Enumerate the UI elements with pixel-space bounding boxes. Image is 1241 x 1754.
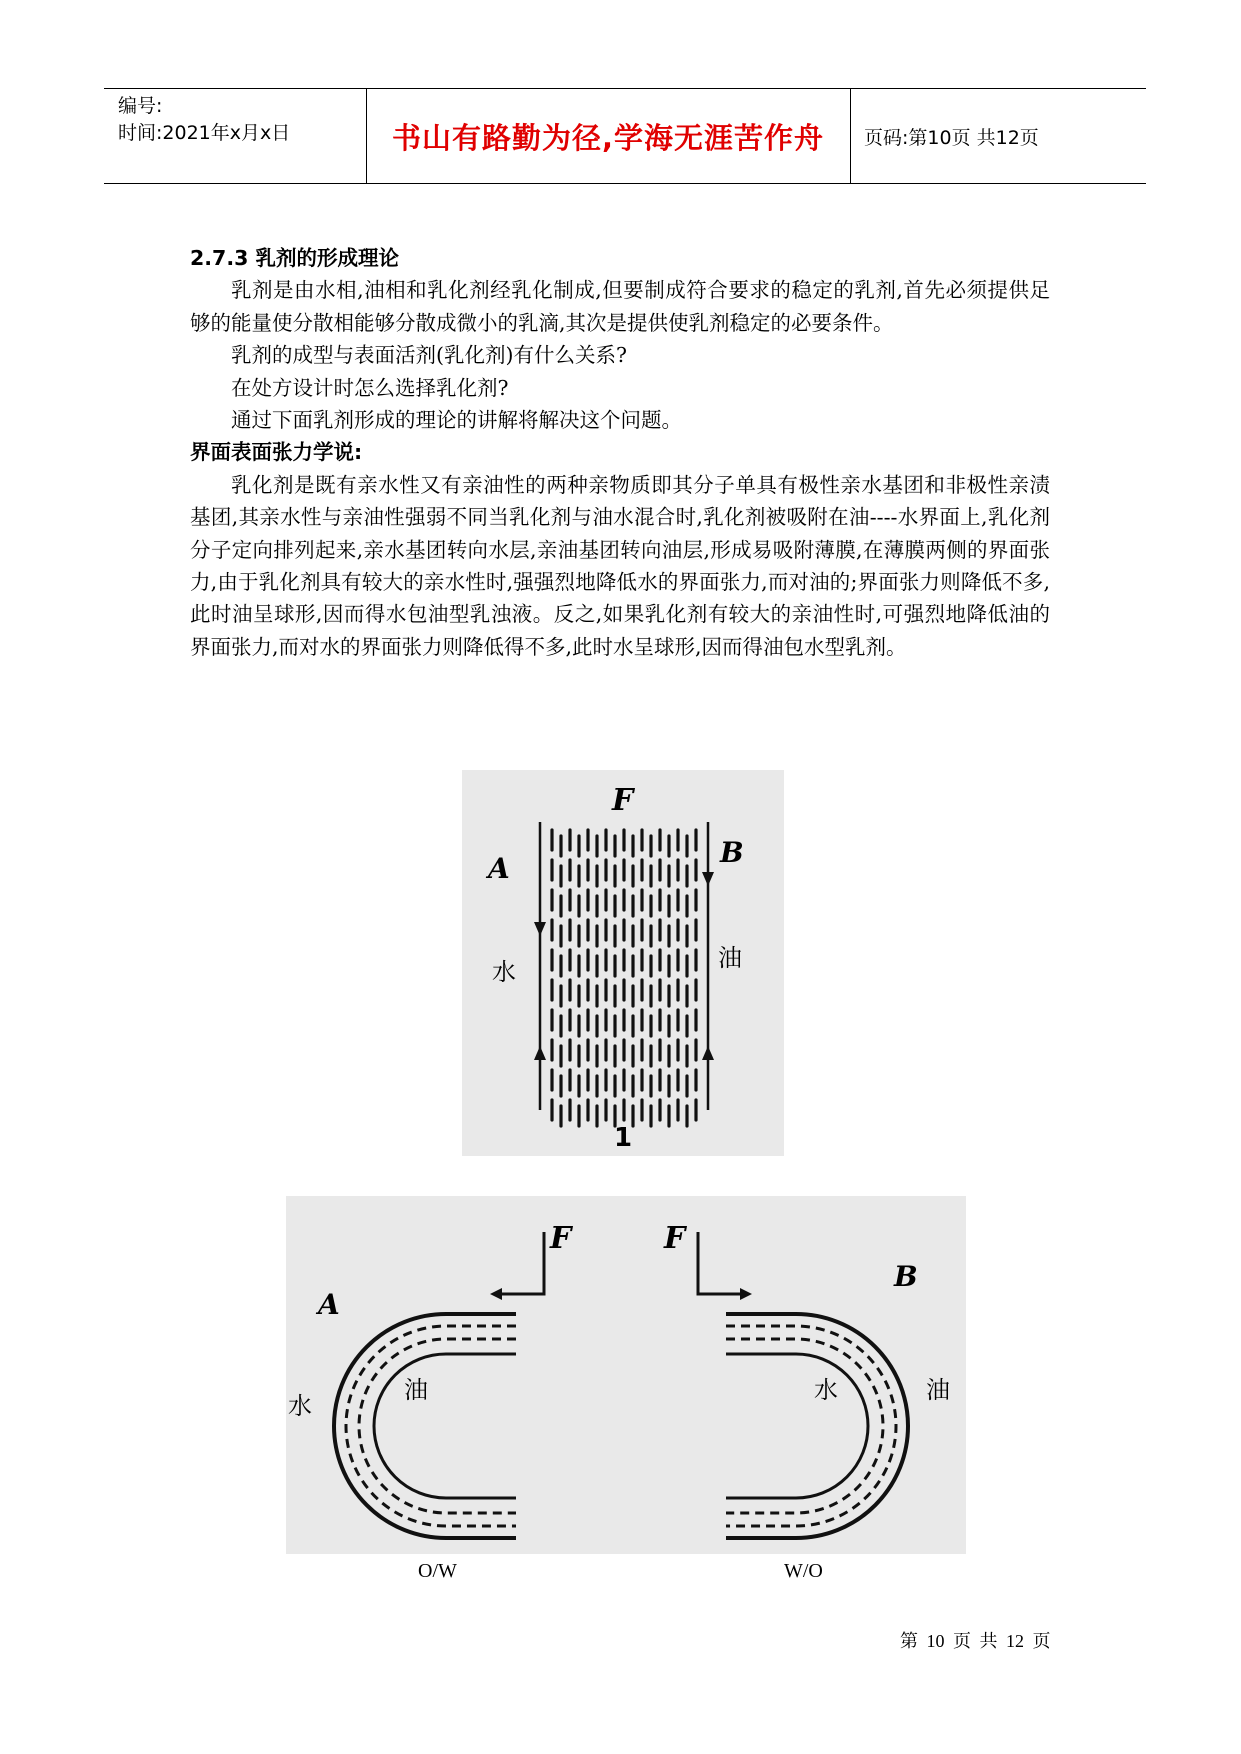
paragraph: 乳剂的成型与表面活剂(乳化剂)有什么关系? bbox=[231, 343, 627, 368]
arrow-up-icon bbox=[702, 1046, 714, 1060]
point-b-label: B bbox=[720, 836, 744, 869]
header-motto: 书山有路勤为径,学海无涯苦作舟 bbox=[391, 120, 825, 155]
arrow-right-icon bbox=[740, 1288, 752, 1300]
number-label: 编号: bbox=[118, 95, 163, 117]
force-label-right: F bbox=[664, 1221, 686, 1256]
point-b-label: B bbox=[894, 1260, 918, 1293]
time-label: 时间:2021年x月x日 bbox=[118, 122, 291, 144]
theory-paragraph: 乳化剂是既有亲水性又有亲油性的两种亲物质即其分子单具有极性亲水基团和非极性亲渍基团,其亲水性与亲油性强弱不同当乳化剂与油水混合时,乳化剂被吸附在油----水界面上,乳化剂分子定向排列起来,亲水基团转向水层,亲油基团转向油层,形成易吸附薄膜,在薄膜两侧的界面张力,由于乳化剂具有较大的亲水性时,强强烈地降低水的界面张力,而对油的;界面张力则降低不多,此时油呈球形,因而得水包油型乳浊液。反之,如果乳化剂有较大的亲油性时,可强烈地降低油的界面张力,而对水的界面张力则降低得不多,此时水呈球形,因而得油包水型乳剂。 bbox=[190, 472, 1050, 659]
ow-inner-boundary bbox=[374, 1354, 516, 1498]
arrow-down-icon bbox=[702, 872, 714, 886]
point-a-label: A bbox=[488, 852, 510, 885]
caption-ow: O/W bbox=[418, 1560, 457, 1582]
arrow-down-icon bbox=[534, 922, 546, 936]
section-title: 2.7.3 乳剂的形成理论 bbox=[190, 246, 400, 270]
paragraph: 通过下面乳剂形成的理论的讲解将解决这个问题。 bbox=[231, 408, 682, 433]
emulsion-droplet-diagram bbox=[286, 1196, 966, 1554]
ow-outer-boundary bbox=[334, 1314, 516, 1538]
water-label-right: 水 bbox=[814, 1376, 838, 1404]
document-body bbox=[190, 242, 1050, 663]
header-divider-right bbox=[850, 89, 851, 183]
page-header bbox=[104, 88, 1146, 184]
caption-wo: W/O bbox=[784, 1560, 823, 1582]
oil-water-interface-diagram bbox=[462, 770, 784, 1156]
force-arrow-right bbox=[698, 1232, 740, 1294]
force-label: F bbox=[612, 783, 634, 818]
wo-inner-boundary bbox=[726, 1354, 868, 1498]
page-label: 页码:第10页 共12页 bbox=[864, 126, 1039, 149]
point-a-label: A bbox=[318, 1288, 340, 1321]
water-label: 水 bbox=[492, 958, 516, 986]
wo-molecule-row bbox=[726, 1339, 883, 1513]
arrow-up-icon bbox=[534, 1046, 546, 1060]
oil-label-right: 油 bbox=[926, 1376, 950, 1404]
paragraph: 乳剂是由水相,油相和乳化剂经乳化制成,但要制成符合要求的稳定的乳剂,首先必须提供足够的能量使分散相能够分散成微小的乳滴,其次是提供使乳剂稳定的必要条件。 bbox=[190, 278, 1050, 335]
oil-label: 油 bbox=[718, 944, 742, 972]
force-arrow-left bbox=[502, 1232, 544, 1294]
page-footer: 第 10 页 共 12 页 bbox=[900, 1631, 1051, 1651]
subheading: 界面表面张力学说: bbox=[190, 440, 363, 465]
oil-label-left: 油 bbox=[404, 1376, 428, 1404]
arrow-left-icon bbox=[490, 1288, 502, 1300]
paragraph: 在处方设计时怎么选择乳化剂? bbox=[231, 375, 509, 400]
force-label-left: F bbox=[550, 1221, 572, 1256]
water-label-left: 水 bbox=[288, 1392, 312, 1420]
header-meta bbox=[118, 93, 290, 147]
figure1-svg bbox=[462, 770, 784, 1156]
wo-outer-boundary bbox=[726, 1314, 908, 1538]
figure2-svg bbox=[286, 1196, 966, 1554]
figure-number: 1 bbox=[614, 1123, 633, 1153]
ow-molecule-row bbox=[359, 1339, 516, 1513]
